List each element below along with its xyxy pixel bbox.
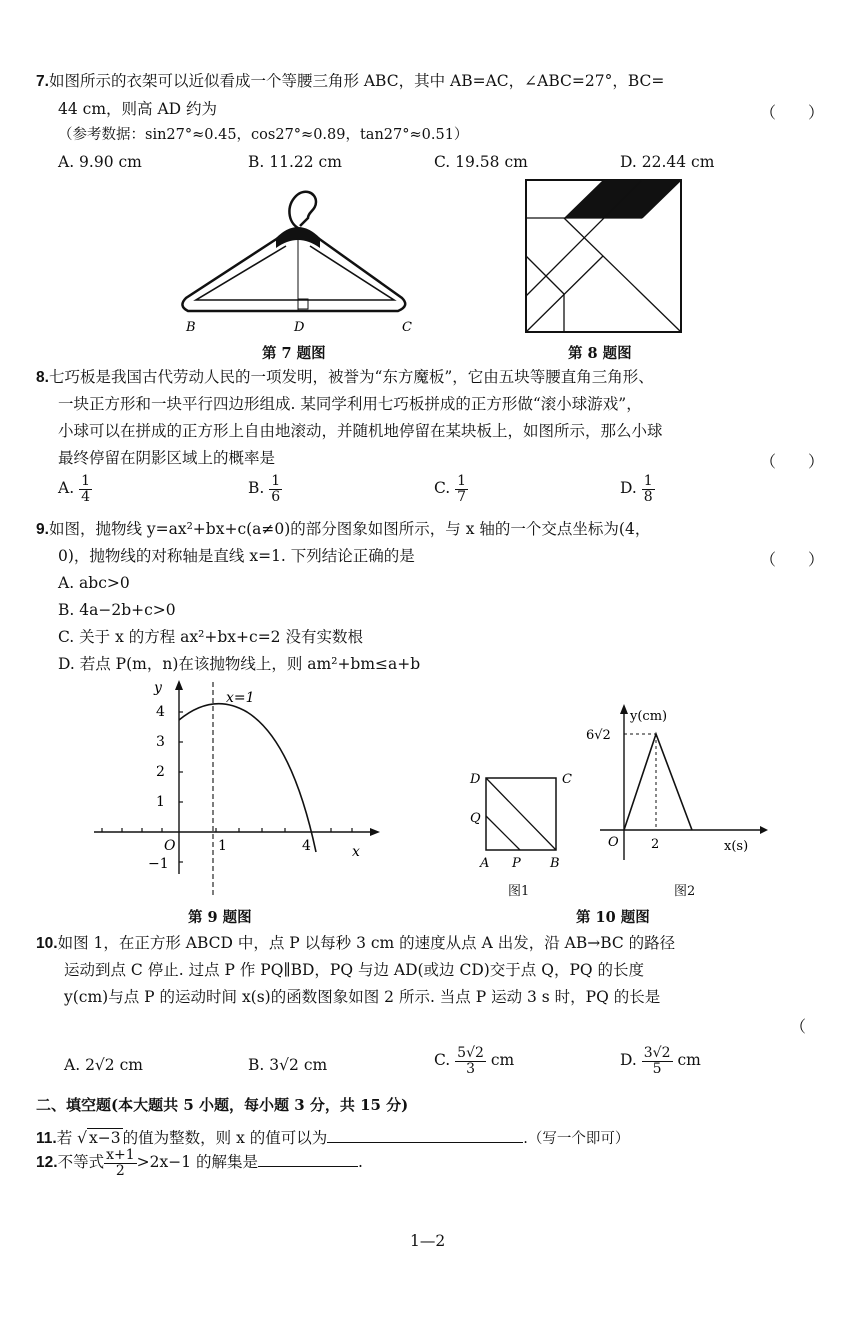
q9-answer-bracket: （ ） [760, 550, 825, 569]
q10-fig2-origin: O [608, 835, 619, 850]
q11-answer-blank[interactable] [327, 1128, 523, 1143]
q8-stem-line3: 小球可以在拼成的正方形上自由地滚动，并随机地停留在某块板上，如图所示，那么小球 [58, 422, 663, 440]
q9-x-axis-label: x [352, 844, 360, 860]
page-number: 1—2 [410, 1232, 446, 1250]
q7-answer-bracket: （ ） [760, 103, 825, 122]
q10-option-c: C. $\frac{5√2}{3}$ cm [434, 1045, 515, 1077]
q10-label-a: A [480, 856, 490, 871]
q7-option-b: B. 11.22 cm [248, 153, 342, 171]
q10-figure1-caption: 图1 [508, 884, 530, 899]
q8-option-d: D. $\frac{1}{8}$ [620, 473, 653, 505]
q9-stem-line2: 0)，抛物线的对称轴是直线 x=1. 下列结论正确的是 [58, 547, 415, 565]
q10-fig2-y-label: y(cm) [630, 709, 668, 724]
q8-answer-bracket: （ ） [760, 452, 825, 471]
q10-label-d: D [470, 772, 481, 787]
q9-ytick-1: 1 [156, 794, 165, 810]
q9-xtick-1: 1 [218, 838, 227, 854]
q7-reference-data: （参考数据：sin27°≈0.45，cos27°≈0.89，tan27°≈0.51） [58, 127, 469, 143]
q8-option-c: C. $\frac{1}{7}$ [434, 473, 467, 505]
q9-ytick-2: 2 [156, 764, 165, 780]
q8-text-1: 七巧板是我国古代劳动人民的一项发明，被誉为“东方魔板”，它由五块等腰直角三角形、 [48, 368, 654, 386]
q11-stem: 11.若 √ x−3 的值为整数，则 x 的值可以为 .（写一个即可） [36, 1129, 630, 1147]
q12-stem: 12.不等式 $\frac{x+1}{2}$ >2x−1 的解集是 . [36, 1147, 363, 1179]
q9-number: 9. [36, 521, 49, 538]
q8-figure-caption: 第 8 题图 [568, 345, 632, 362]
q10-stem-line2: 运动到点 C 停止. 过点 P 作 PQ∥BD，PQ 与边 AD(或边 CD)交于点 Q，PQ 的长度 [64, 961, 645, 979]
q10-stem-line1 [36, 936, 675, 952]
q7-option-c: C. 19.58 cm [434, 153, 528, 171]
q10-label-p: P [512, 856, 521, 871]
q10-fig2-x-label: x(s) [724, 839, 749, 854]
q9-origin-label: O [164, 838, 176, 854]
q10-option-b: B. 3√2 cm [248, 1056, 328, 1074]
q10-fig2-peak-label: 6√2 [586, 728, 611, 743]
q11-radicand: x−3 [89, 1129, 121, 1147]
q9-option-d: D. 若点 P(m，n)在该抛物线上，则 am²+bm≤a+b [58, 655, 421, 673]
q10-label-c: C [562, 772, 572, 787]
q8-stem-line1 [36, 370, 654, 386]
q10-figure-caption: 第 10 题图 [576, 909, 650, 926]
q10-fig2-xtick-2: 2 [651, 837, 660, 852]
q8-number: 8. [36, 369, 49, 386]
q7-label-b: B [186, 320, 196, 335]
q10-label-b: B [550, 856, 560, 871]
q7-label-c: C [402, 320, 412, 335]
q10-text-1: 如图 1，在正方形 ABCD 中，点 P 以每秒 3 cm 的速度从点 A 出发，沿 AB→BC 的路径 [57, 934, 676, 952]
q10-answer-bracket: （ [790, 1017, 807, 1036]
q9-ytick-4: 4 [156, 704, 165, 720]
q9-option-b: B. 4a−2b+c>0 [58, 601, 176, 619]
q9-stem-line1 [36, 522, 650, 538]
q7-label-d: D [294, 320, 305, 335]
q7-figure-caption: 第 7 题图 [262, 345, 326, 362]
q10-option-d: D. $\frac{3√2}{5}$ cm [620, 1045, 701, 1077]
q7-stem-line1 [36, 74, 664, 90]
q8-option-b: B. $\frac{1}{6}$ [248, 473, 281, 505]
q8-option-a: A. $\frac{1}{4}$ [58, 473, 90, 505]
q10-figure2-caption: 图2 [674, 884, 696, 899]
q9-ytick-neg1: −1 [148, 856, 169, 872]
q10-figure1-square [466, 766, 586, 876]
q11-number: 11. [36, 1130, 57, 1147]
q7-option-d: D. 22.44 cm [620, 153, 715, 171]
q10-figure2-graph [586, 700, 770, 876]
q9-option-c: C. 关于 x 的方程 ax²+bx+c=2 没有实数根 [58, 628, 363, 646]
q9-xtick-4: 4 [302, 838, 311, 854]
q9-axis-of-symmetry-label: x=1 [226, 690, 255, 706]
q9-y-axis-label: y [154, 680, 162, 696]
q8-tangram-figure [524, 178, 684, 334]
q12-number: 12. [36, 1154, 58, 1172]
q9-option-a: A. abc>0 [58, 574, 130, 592]
q8-stem-line2: 一块正方形和一块平行四边形组成. 某同学利用七巧板拼成的正方形做“滚小球游戏”， [58, 395, 642, 413]
q7-option-a: A. 9.90 cm [58, 153, 142, 171]
q10-option-a: A. 2√2 cm [64, 1056, 143, 1074]
q10-stem-line3: y(cm)与点 P 的运动时间 x(s)的函数图象如图 2 所示. 当点 P 运动 3 s 时，PQ 的长是 [64, 988, 661, 1006]
q7-text-1: 如图所示的衣架可以近似看成一个等腰三角形 ABC，其中 AB=AC，∠ABC=27°，BC= [48, 72, 665, 90]
q10-number: 10. [36, 935, 58, 952]
q9-ytick-3: 3 [156, 734, 165, 750]
q12-answer-blank[interactable] [258, 1152, 358, 1167]
q9-parabola-graph [90, 678, 380, 880]
q7-number: 7. [36, 73, 49, 90]
q8-stem-line4: 最终停留在阴影区域上的概率是 [58, 449, 276, 467]
q9-figure-caption: 第 9 题图 [188, 909, 252, 926]
q9-text-1: 如图，抛物线 y=ax²+bx+c(a≠0)的部分图象如图所示，与 x 轴的一个交点坐标为(4， [48, 520, 651, 538]
q7-hanger-figure [170, 180, 430, 338]
q10-label-q: Q [470, 811, 481, 826]
section-2-heading: 二、填空题(本大题共 5 小题，每小题 3 分，共 15 分) [36, 1096, 409, 1114]
q7-stem-line2: 44 cm，则高 AD 约为 [58, 100, 218, 118]
